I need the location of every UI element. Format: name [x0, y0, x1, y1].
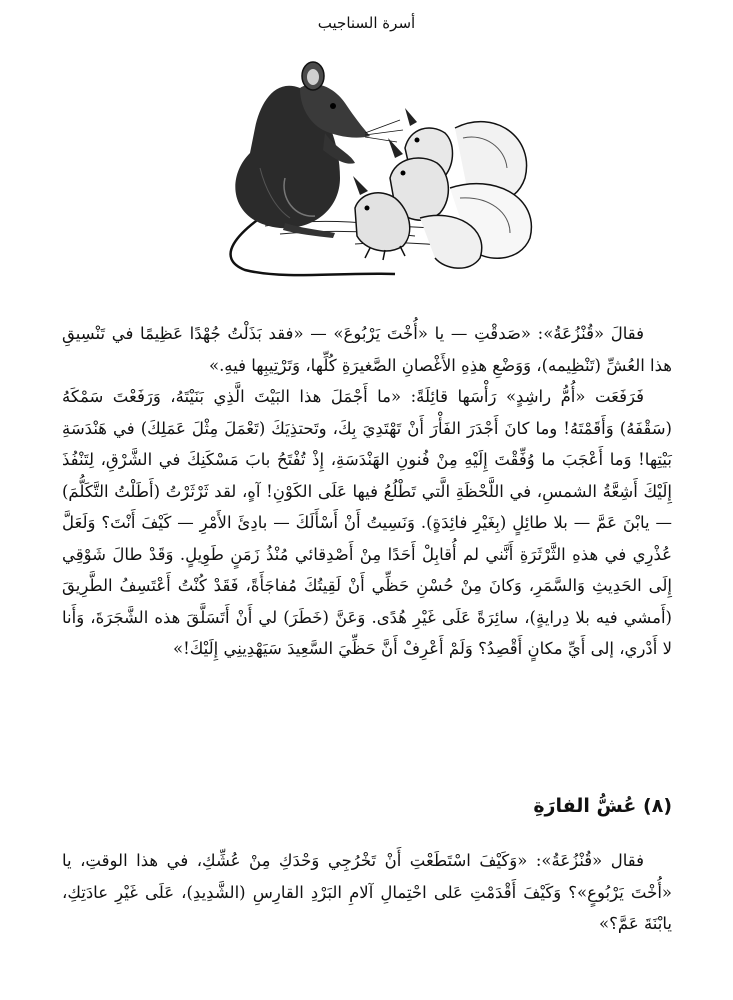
paragraph-1: فقالَ «قُنْزُعَةُ»: «صَدقْتِ — يا «أُخْتَ يَرْبُوعَ» — «فقد بَذَلْتُ جُهْدًا عَظِيمًا في تَنْسِيقِ هذا العُشِّ (تَنْظِيمه)، وَوَضْعِ هذِهِ الأَغْصانِ الصَّغيرَةِ كُلِّها، وَتَرْتِيبِها فيهِ.»	[62, 324, 672, 375]
paragraph-2: فَرَفَعَت «أُمُّ راشِدٍ» رَأْسَها قائِلَةً: «ما أَجْمَلَ هذا البَيْتَ الَّذِي بَنَيْتَهُ، وَرَفَعْتَ سَمْكَهُ (سَقْفَهُ) وَأَقَمْتَهُ! وما كانَ أَجْدَرَ الفَأْرَ أَنْ تَهْتَدِيَ بِكَ، وتَحتذِيَكَ (تَعْمَلَ مِثْلَ عَمَلِكَ) في هَنْدَسَةِ بَيْتِها! وَما أَعْجَبَ ما وُفِّقْتَ إِلَيْهِ مِنْ فُنونِ الهَنْدَسَةِ، إِذْ تُفْتَحُ بابَ مَسْكَنِكَ في الشَّرْقِ، لِتَنْفُذَ إِلَيْكَ أَشِعَّةُ الشمسِ، في اللَّحْظَةِ الَّتي تَطْلُعُ فيها عَلَى الكَوْنِ! آهٍ، لقد ثَرْثَرْتُ (أَطَلْتُ التَّكَلُّمَ) — يابْنَ عَمَّ — بلا طائِلٍ (بِغَيْرِ فائِدَةٍ). وَنَسِيتُ أَنْ أَسْأَلَكَ — بادِئَ الأَمْرِ — كَيْفَ أَنْتَ؟ وَلَعَلَّ عُذْرِي في هذهِ الثَّرْثَرَةِ أَنَّني لم أُقابِلْ أَحَدًا مِنْ أَصْدِقائي مُنْذُ زَمَنٍ طَوِيلٍ. وَقَدْ طالَ شَوْقِي إِلَى الحَدِيثِ وَالسَّمَرِ، وَكانَ مِنْ حُسْنِ حَظِّي أَنْ لَقِيتُكَ مُفاجَأَةً، فَقَدْ كُنْتُ أَعْتَسِفُ الطَّرِيقَ (أَمشي فيه بلا دِرايةٍ)، سائِرَةً عَلَى غَيْرِ هُدًى. وَعَنَّ (خَطَرَ) لي أَنْ أَتَسَلَّقَ هذه الشَّجَرَةَ، وَأَنا لا أَدْري، إلى أَيِّ مكانٍ أَقْصِدُ؟ وَلَمْ أَعْرِفْ أَنَّ حَظِّيَ السَّعِيدَ سَيَهْدِينِي إِلَيْكَ!»	[62, 387, 672, 658]
mouse-and-squirrels-illustration	[205, 58, 545, 280]
body-text-section-8	[62, 845, 672, 940]
section-heading: (٨) عُشُّ الفارَةِ	[533, 795, 672, 817]
running-header: أسرة السناجيب	[317, 14, 416, 32]
body-text	[62, 318, 672, 665]
paragraph-3: فقال «قُنْزُعَةُ»: «وَكَيْفَ اسْتَطَعْتِ أَنْ تَخْرُجِي وَحْدَكِ مِنْ عُشِّكِ، في هذا الوقتِ، يا «أُخْتَ يَرْبُوعٍ»؟ وَكَيْفَ أَقْدَمْتِ عَلى احْتِمالِ آلامِ البَرْدِ القارِسِ (الشَّدِيدِ)، عَلَى غَيْرِ عادَتِكِ، يابْنَةَ عَمَّ؟»	[62, 851, 672, 933]
